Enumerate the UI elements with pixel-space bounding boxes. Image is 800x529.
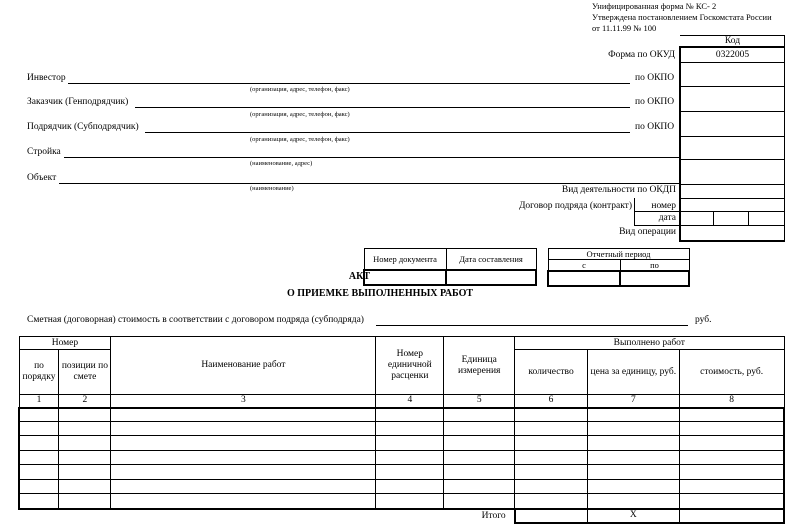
investor-label: Инвестор bbox=[27, 73, 66, 83]
col-ord-header: по порядку bbox=[19, 350, 59, 395]
table-row[interactable] bbox=[19, 451, 784, 465]
contractor-line[interactable] bbox=[145, 132, 630, 133]
col-qty-header: количество bbox=[515, 350, 588, 395]
period-from-label: с bbox=[548, 260, 620, 272]
col-pos-header: позиции по смете bbox=[59, 350, 111, 395]
col-unit-header: Единица измерения bbox=[444, 337, 515, 395]
table-row[interactable] bbox=[19, 480, 784, 494]
table-row[interactable] bbox=[19, 494, 784, 509]
period-to-cell[interactable] bbox=[620, 271, 689, 286]
contract-date-label: дата bbox=[658, 213, 676, 223]
object-line[interactable] bbox=[59, 183, 680, 184]
period-header: Отчетный период bbox=[548, 249, 689, 260]
operation-label: Вид операции bbox=[619, 227, 676, 237]
okpo-label-3: по ОКПО bbox=[635, 122, 675, 132]
table-row[interactable] bbox=[19, 465, 784, 480]
col-num: 6 bbox=[515, 395, 588, 408]
table-row[interactable] bbox=[19, 422, 784, 436]
period-table bbox=[547, 248, 690, 287]
done-group-header: Выполнено работ bbox=[515, 337, 784, 350]
construction-hint: (наименование, адрес) bbox=[250, 160, 313, 167]
object-label: Объект bbox=[27, 173, 57, 183]
customer-line[interactable] bbox=[135, 107, 630, 108]
number-group-header: Номер bbox=[19, 337, 111, 350]
table-row[interactable] bbox=[19, 436, 784, 451]
period-to-label: по bbox=[620, 260, 689, 272]
col-num: 4 bbox=[376, 395, 444, 408]
total-label: Итого bbox=[481, 510, 506, 521]
total-x: Х bbox=[587, 509, 679, 523]
okud-label: Форма по ОКУД bbox=[608, 50, 675, 60]
col-name-header: Наименование работ bbox=[111, 337, 376, 395]
form-approval: Утверждена постановлением Госкомстата России bbox=[592, 12, 772, 22]
contractor-label: Подрядчик (Субподрядчик) bbox=[27, 122, 139, 132]
okpo-label-2: по ОКПО bbox=[635, 97, 675, 107]
col-num: 1 bbox=[19, 395, 59, 408]
cost-line[interactable] bbox=[376, 325, 688, 326]
works-table bbox=[18, 336, 785, 524]
form-title: Унифицированная форма № КС- 2 bbox=[592, 1, 717, 11]
kod-header: Код bbox=[724, 36, 741, 46]
investor-line[interactable] bbox=[68, 83, 630, 84]
customer-hint: (организация, адрес, телефон, факс) bbox=[250, 111, 350, 118]
col-num: 2 bbox=[59, 395, 111, 408]
cost-unit: руб. bbox=[695, 315, 712, 325]
col-num: 7 bbox=[587, 395, 679, 408]
table-row[interactable] bbox=[19, 408, 784, 422]
okdp-label: Вид деятельности по ОКДП bbox=[561, 185, 676, 195]
form-date: от 11.11.99 № 100 bbox=[592, 23, 657, 33]
okpo-label-1: по ОКПО bbox=[635, 73, 675, 83]
investor-hint: (организация, адрес, телефон, факс) bbox=[250, 86, 350, 93]
act-title: АКТ bbox=[348, 271, 370, 282]
doc-number-header: Номер документа bbox=[364, 249, 446, 270]
total-qty-cell[interactable] bbox=[515, 509, 588, 523]
doc-number-cell[interactable] bbox=[364, 270, 446, 285]
total-row bbox=[19, 509, 784, 523]
col-num: 3 bbox=[111, 395, 376, 408]
construction-line[interactable] bbox=[64, 157, 680, 158]
doc-number-table bbox=[363, 248, 537, 286]
col-price-header: цена за единицу, руб. bbox=[587, 350, 679, 395]
col-num: 5 bbox=[444, 395, 515, 408]
period-from-cell[interactable] bbox=[548, 271, 620, 286]
contract-label: Договор подряда (контракт) bbox=[518, 201, 632, 211]
act-subtitle: О ПРИЕМКЕ ВЫПОЛНЕННЫХ РАБОТ bbox=[286, 288, 474, 299]
doc-date-header: Дата составления bbox=[446, 249, 536, 270]
cost-label: Сметная (договорная) стоимость в соответствии с договором подряда (субподряда) bbox=[27, 315, 364, 325]
okud-value[interactable]: 0322005 bbox=[715, 50, 750, 60]
object-hint: (наименование) bbox=[250, 185, 294, 192]
column-numbers-row bbox=[19, 395, 784, 408]
customer-label: Заказчик (Генподрядчик) bbox=[27, 97, 129, 107]
col-num: 8 bbox=[679, 395, 784, 408]
construction-label: Стройка bbox=[27, 147, 61, 157]
contract-number-label: номер bbox=[651, 201, 676, 211]
col-rate-header: Номер единичной расценки bbox=[376, 337, 444, 395]
contractor-hint: (организация, адрес, телефон, факс) bbox=[250, 136, 350, 143]
doc-date-cell[interactable] bbox=[446, 270, 536, 285]
total-cost-cell[interactable] bbox=[679, 509, 784, 523]
col-cost-header: стоимость, руб. bbox=[679, 350, 784, 395]
